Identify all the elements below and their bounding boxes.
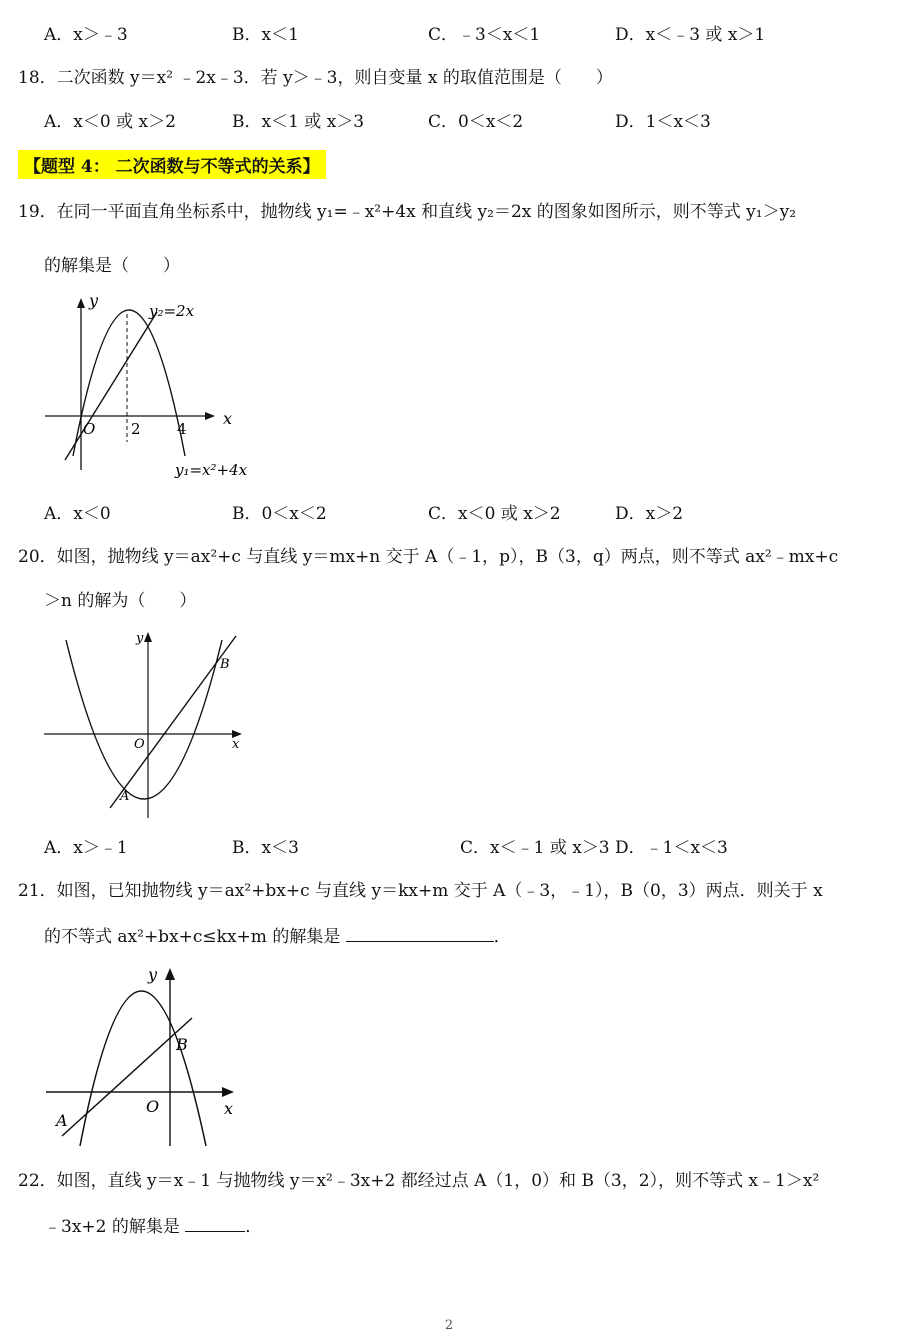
q21-y-label: y [148, 965, 158, 984]
q19-option-c: C．x＜0 或 x＞2 [428, 504, 561, 524]
q19-option-a: A．x＜0 [44, 504, 111, 524]
q21-line [62, 1018, 192, 1136]
page-number: 2 [444, 1318, 454, 1333]
q20-origin-label: O [134, 737, 145, 752]
q20-x-label: x [232, 737, 240, 752]
q19-y-label: y [89, 291, 99, 310]
q20-y-arrow-icon [144, 632, 152, 642]
q22-stem-line2 [44, 1215, 262, 1238]
q20-figure [40, 622, 250, 822]
q18-stem: 18．二次函数 y＝x² ﹣2x﹣3．若 y＞﹣3，则自变量 x 的取值范围是（ ） [18, 68, 613, 88]
q19-tick-2: 2 [131, 420, 141, 438]
q19-stem-line2: 的解集是（ ） [44, 256, 180, 276]
q17-option-c: C．﹣3＜x＜1 [428, 25, 541, 45]
q19-line [65, 312, 157, 460]
q22-answer-blank[interactable] [185, 1215, 245, 1232]
section-title: 【题型 4： 二次函数与不等式的关系】 [18, 150, 326, 179]
q19-x-arrow-icon [205, 412, 215, 420]
q19-y-arrow-icon [77, 298, 85, 308]
q19-tick-4: 4 [177, 420, 187, 438]
q19-stem-line1: 19．在同一平面直角坐标系中，抛物线 y₁=﹣x²+4x 和直线 y₂＝2x 的图象如图所示，则不等式 y₁＞y₂ [18, 202, 797, 222]
q21-stem-end: ． [493, 927, 511, 947]
q20-point-b-label: B [220, 657, 230, 672]
q20-line [110, 636, 236, 808]
q22-stem-line1: 22．如图，直线 y＝x﹣1 与抛物线 y＝x²﹣3x+2 都经过点 A（1，0）和 B（3，2），则不等式 x﹣1＞x² [18, 1171, 820, 1191]
q21-point-b-label: B [176, 1035, 188, 1054]
q17-option-a: A．x＞﹣3 [44, 25, 128, 45]
q17-option-d: D．x＜﹣3 或 x＞1 [615, 25, 766, 45]
q21-x-label: x [224, 1099, 234, 1118]
q18-option-b: B．x＜1 或 x＞3 [232, 112, 365, 132]
q20-option-d: D．﹣1＜x＜3 [615, 838, 728, 858]
q18-option-c: C．0＜x＜2 [428, 112, 524, 132]
q21-stem-text: 的不等式 ax²+bx+c≤kx+m 的解集是 [44, 927, 341, 947]
q21-y-arrow-icon [165, 968, 175, 980]
q21-point-a-label: A [56, 1111, 68, 1130]
q17-option-b: B．x＜1 [232, 25, 299, 45]
q21-origin-label: O [146, 1097, 160, 1116]
q22-stem-text: ﹣3x+2 的解集是 [44, 1217, 180, 1237]
q19-option-b: B．0＜x＜2 [232, 504, 327, 524]
q21-answer-blank[interactable] [346, 925, 494, 942]
q21-figure [40, 960, 250, 1150]
q20-stem-line1: 20．如图，抛物线 y＝ax²+c 与直线 y＝mx+n 交于 A（﹣1，p），B（3，q）两点，则不等式 ax²﹣mx+c [18, 547, 839, 567]
q20-option-b: B．x＜3 [232, 838, 299, 858]
q20-option-c: C．x＜﹣1 或 x＞3 [460, 838, 610, 858]
q19-line-label: y₂=2x [149, 302, 195, 320]
q21-stem-line2 [44, 925, 511, 948]
q20-y-label: y [136, 631, 144, 646]
q20-point-a-label: A [120, 789, 130, 804]
q21-stem-line1: 21．如图，已知抛物线 y＝ax²+bx+c 与直线 y＝kx+m 交于 A（﹣3，﹣1），B（0，3）两点．则关于 x [18, 881, 823, 901]
q18-option-a: A．x＜0 或 x＞2 [44, 112, 176, 132]
q19-figure [35, 290, 275, 485]
q20-option-a: A．x＞﹣1 [44, 838, 128, 858]
q20-stem-line2: ＞n 的解为（ ） [44, 591, 197, 611]
q21-parabola [80, 991, 206, 1146]
q21-x-arrow-icon [222, 1087, 234, 1097]
q22-stem-end: ． [245, 1217, 263, 1237]
q19-option-d: D．x＞2 [615, 504, 684, 524]
q18-option-d: D．1＜x＜3 [615, 112, 711, 132]
q19-origin-label: O [83, 420, 96, 438]
q20-parabola [66, 640, 222, 799]
q19-parabola-label: y₁=x²+4x [175, 461, 248, 479]
q19-x-label: x [223, 409, 233, 428]
